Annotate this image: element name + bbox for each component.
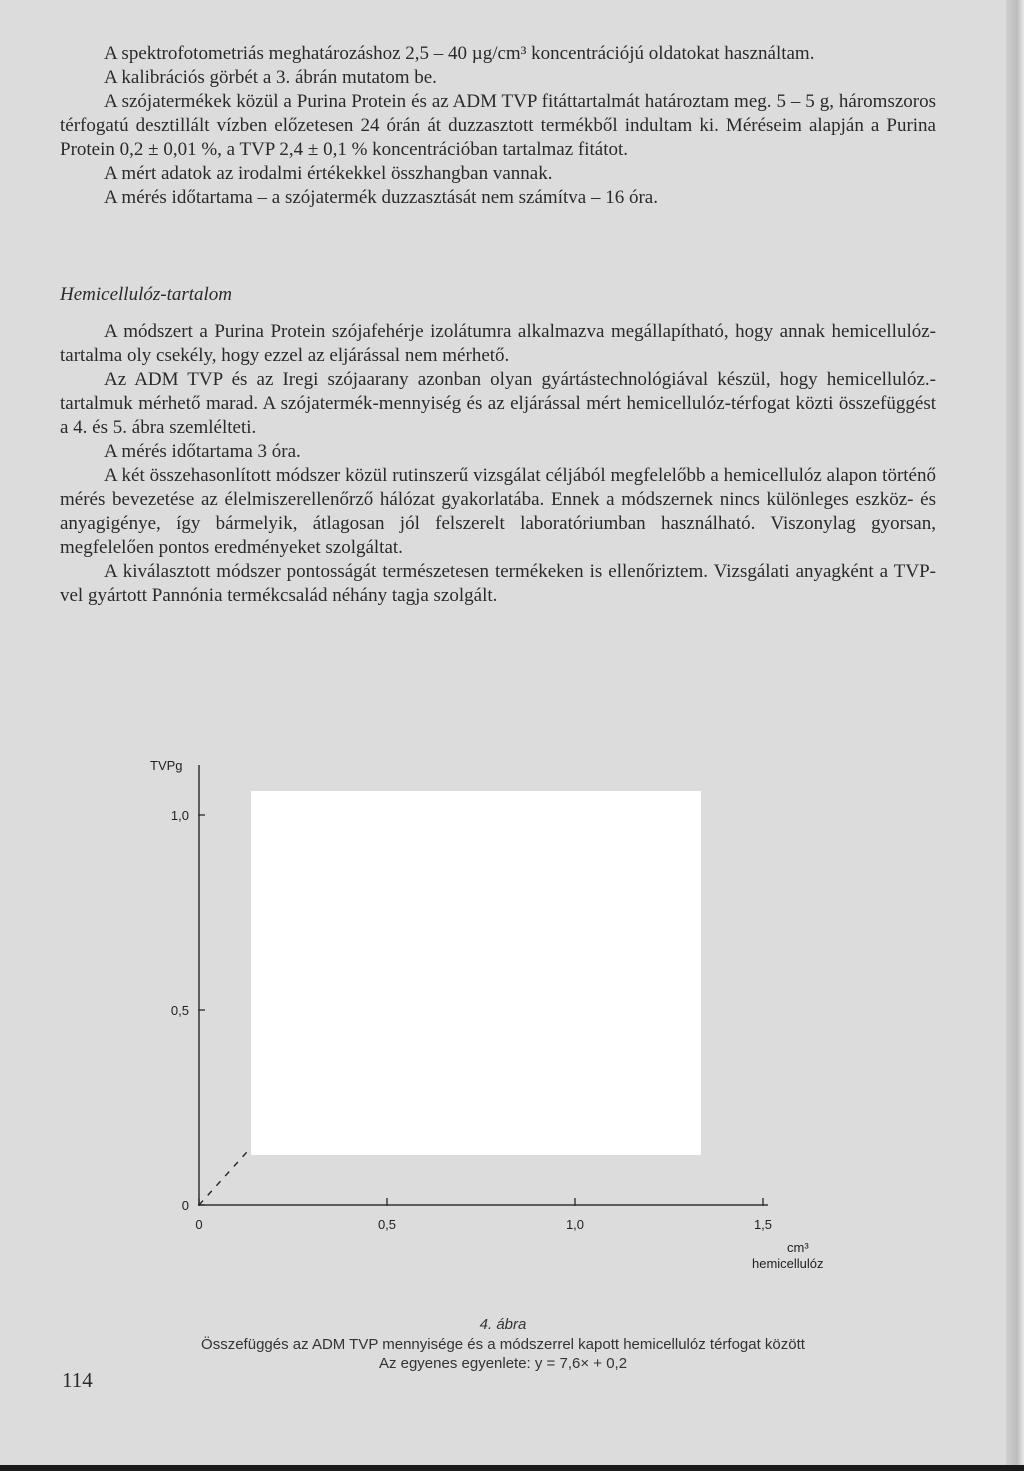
figure-equation: Az egyenes egyenlete: y = 7,6× + 0,2 [378, 1355, 628, 1372]
x-axis-label: hemicellulóz [752, 1256, 824, 1271]
paragraph: A mérés időtartama – a szójatermék duzzasztását nem számítva – 16 óra. [104, 187, 658, 208]
paragraph: A spektrofotometriás meghatározáshoz 2,5 – 40 µg/cm³ koncentrációjú oldatokat használtam. [104, 43, 815, 64]
x-tick-label: 0 [195, 1217, 203, 1232]
figure-caption: Összefüggés az ADM TVP mennyisége és a módszerrel kapott hemicellulóz térfogat között [201, 1336, 805, 1353]
x-axis-unit: cm³ [787, 1240, 809, 1255]
x-tick-label: 0,5 [377, 1217, 397, 1232]
paragraph: A két összehasonlított módszer közül rutinszerű vizsgálat céljából megfelelőbb a hemicellulóz alapon történő mérés bevezetése az élelmiszerellenőrző hálózat gyakorlatába. Ennek a módszernek nincs különleges eszköz- és anyagigénye, így bármelyik, átlagosan jól felszerelt laboratóriumban használható. Viszonylag gyorsan, megfelelően pontos eredményeket szolgáltat. [60, 465, 936, 558]
paragraph: A mérés időtartama 3 óra. [104, 441, 301, 462]
y-axis-label: TVPg [150, 758, 183, 773]
y-tick-label: 0 [181, 1198, 189, 1213]
figure-label: 4. ábra [479, 1316, 527, 1333]
paragraph: Az ADM TVP és az Iregi szójaarany azonban olyan gyártástechnológiával készül, hogy hemicellulóz.-tartalmuk mérhető marad. A szójatermék-mennyiség és az eljárással mért hemicellulóz-térfogat közti összefüggést a 4. és 5. ábra szemlélteti. [60, 369, 936, 438]
data-series [199, 1143, 255, 1205]
paragraph: A szójatermékek közül a Purina Protein és az ADM TVP fitáttartalmát határoztam meg. 5 – 5 g, háromszoros térfogatú desztillált vízben előzetesen 24 órán át duzzasztott termékből indultam ki. Méréseim alapján a Purina Protein 0,2 ± 0,01 %, a TVP 2,4 ± 0,1 % koncentrációban tartalmaz fitátot. [60, 91, 936, 160]
y-tick-label: 1,0 [170, 808, 189, 823]
page-edge-right [1006, 0, 1024, 1471]
y-tick-label: 0,5 [170, 1003, 189, 1018]
page-number: 114 [62, 1368, 93, 1392]
page-edge-bottom [0, 1465, 1024, 1471]
paragraph: A mért adatok az irodalmi értékekkel összhangban vannak. [104, 163, 553, 184]
x-tick-label: 1,5 [753, 1217, 773, 1232]
x-tick-label: 1,0 [565, 1217, 585, 1232]
redaction-box [251, 791, 701, 1155]
paragraph: A módszert a Purina Protein szójafehérje izolátumra alkalmazva megállapítható, hogy annak hemicellulóz-tartalma oly csekély, hogy ezzel az eljárással nem mérhető. [60, 321, 936, 366]
paragraph: A kiválasztott módszer pontosságát természetesen termékeken is ellenőriztem. Vizsgálati anyagként a TVP-vel gyártott Pannónia termékcsalád néhány tagja szolgált. [60, 561, 936, 606]
series-line [199, 1143, 255, 1205]
paragraph: A kalibrációs görbét a 3. ábrán mutatom be. [104, 67, 437, 88]
section-title: Hemicellulóz-tartalom [60, 284, 233, 305]
